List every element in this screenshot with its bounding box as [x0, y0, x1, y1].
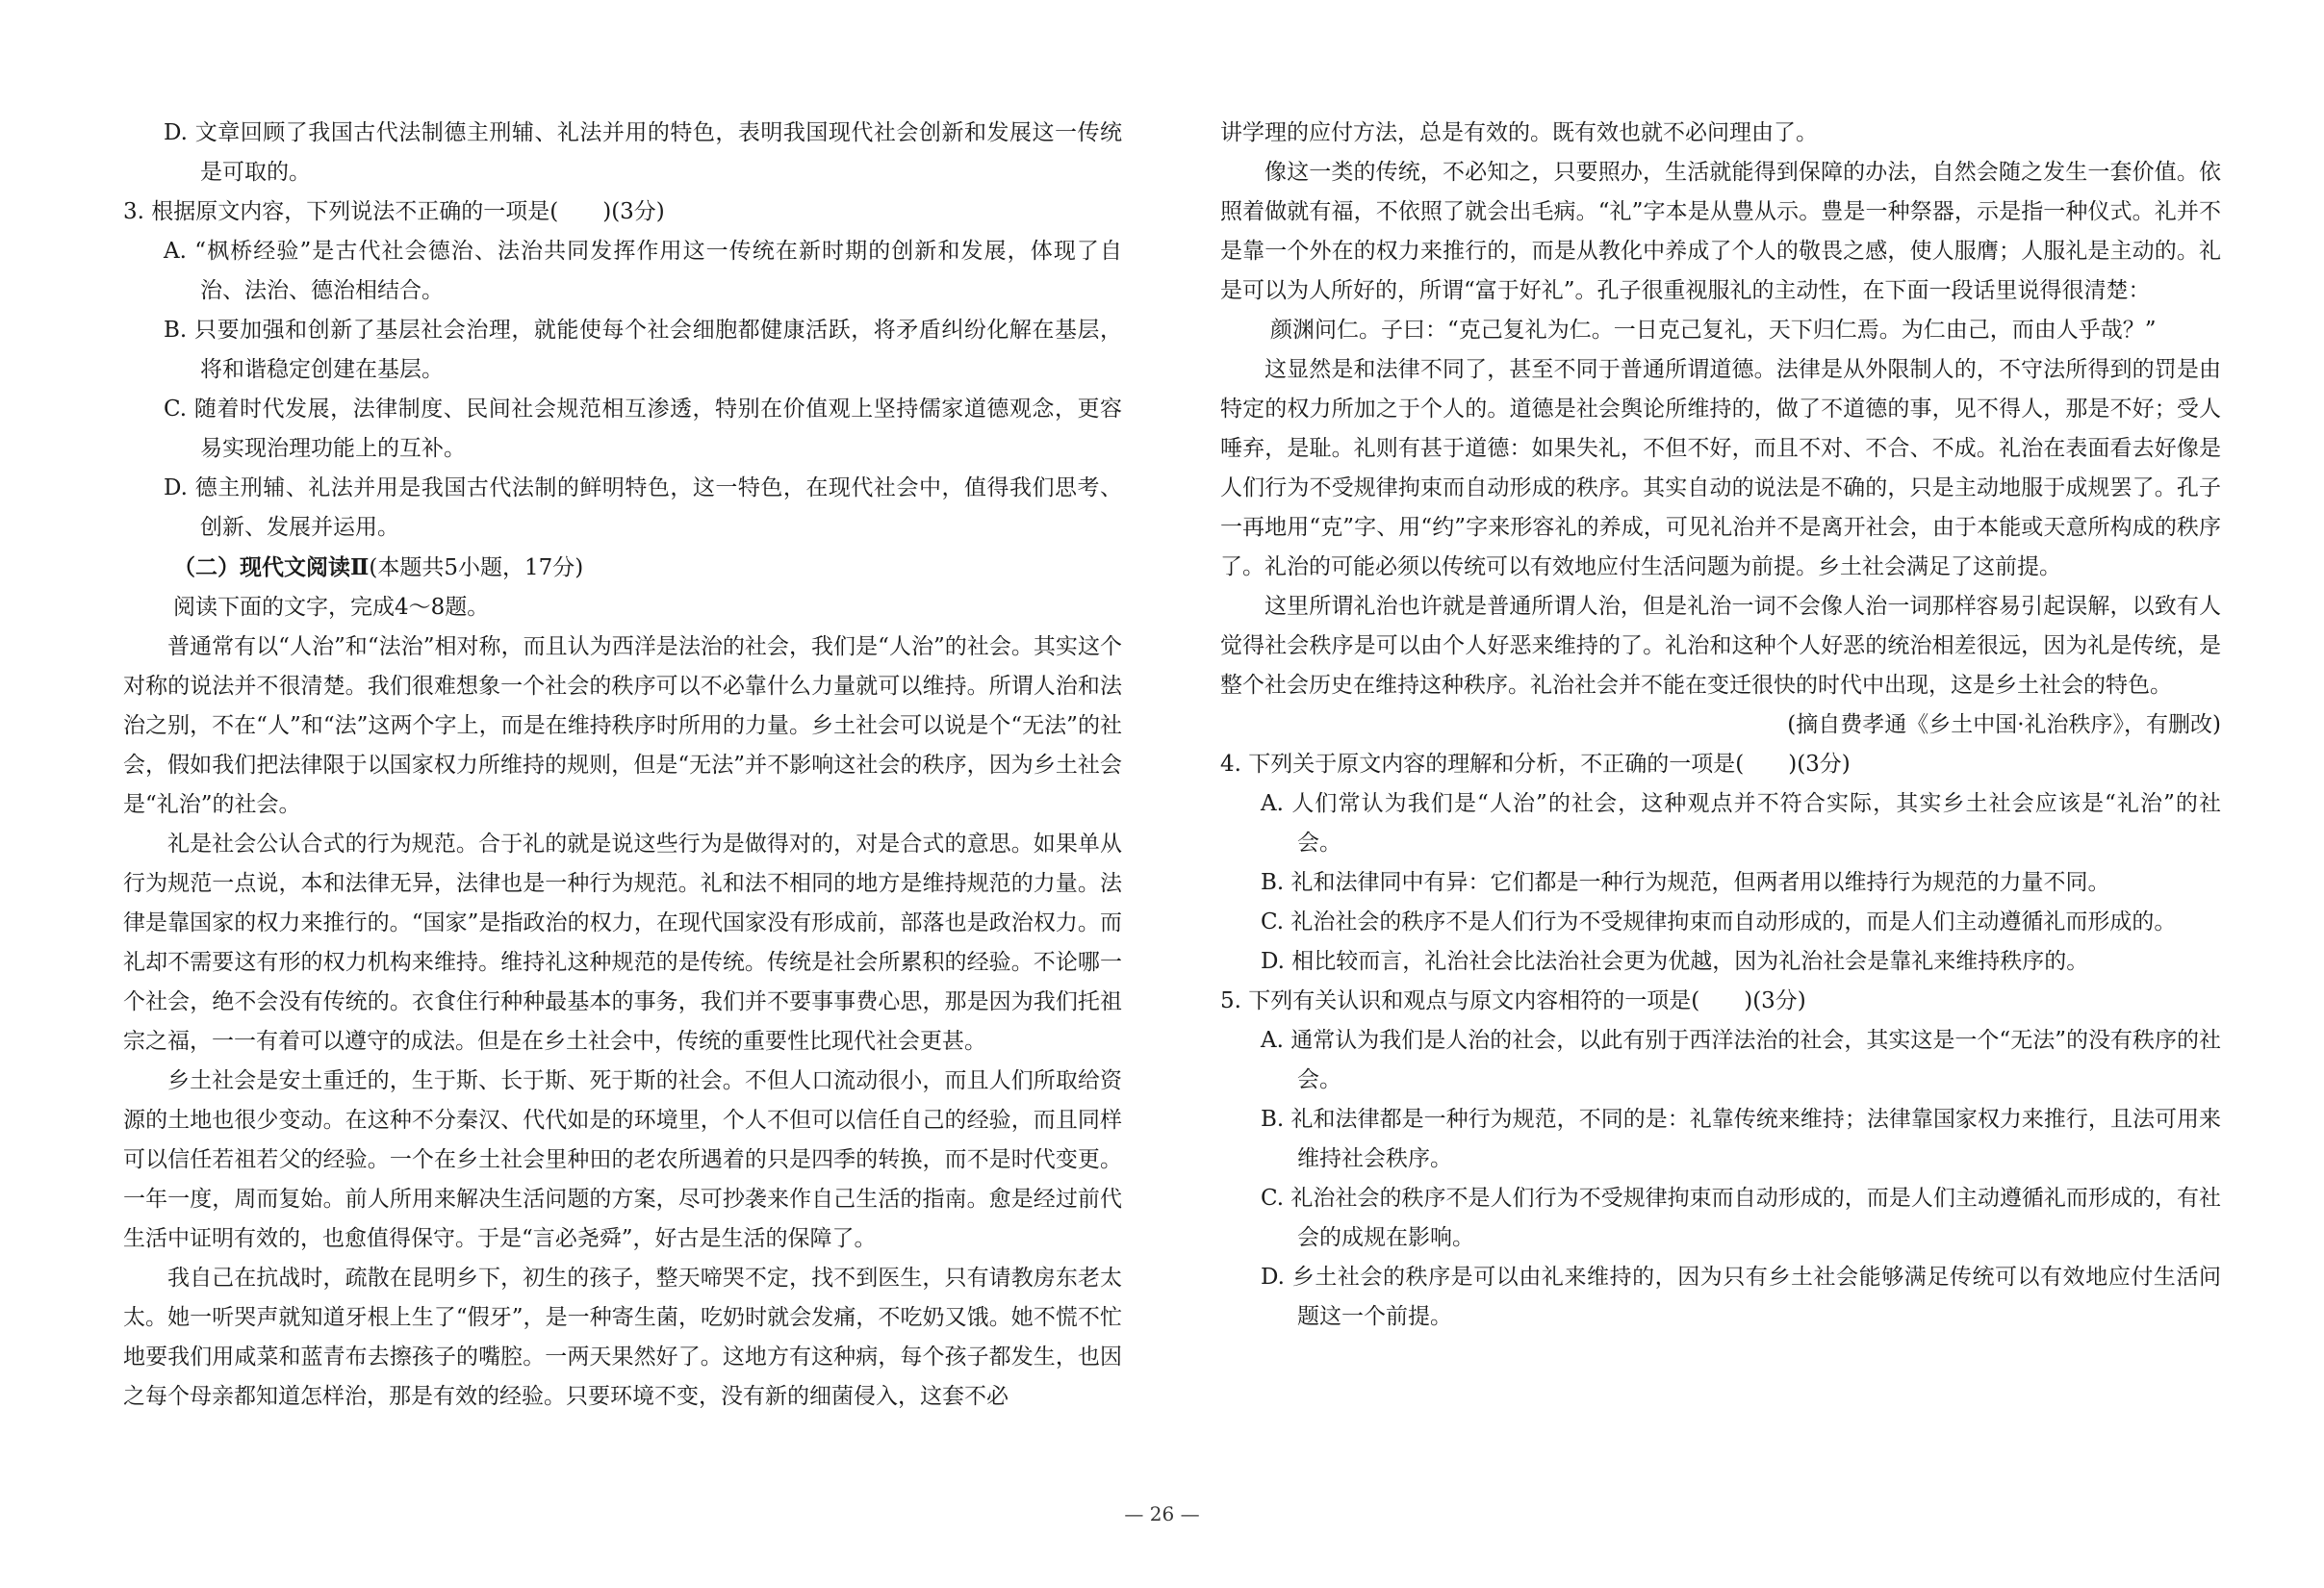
question-4-option-a: A. 人们常认为我们是“人治”的社会，这种观点并不符合实际，其实乡土社会应该是“礼治”的社会。	[1261, 791, 2221, 856]
passage-paragraph-5: 像这一类的传统，不必知之，只要照办，生活就能得到保障的办法，自然会随之发生一套价值。依照着做就有福，不依照了就会出毛病。“礼”字本是从豊从示。豊是一种祭器，示是指一种仪式。礼并不是靠一个外在的权力来推行的，而是从教化中养成了个人的敬畏之感，使人服膺；人服礼是主动的。礼是可以为人所好的，所谓“富于好礼”。孔子很重视服礼的主动性，在下面一段话里说得很清楚：	[1220, 160, 2221, 303]
confucius-quote: 颜渊问仁。子曰：“克己复礼为仁。一日克己复礼，天下归仁焉。为仁由己，而由人乎哉？”	[1270, 318, 2157, 343]
question-4: 4. 下列关于原文内容的理解和分析，不正确的一项是( )(3分)	[1220, 752, 1851, 777]
question-3-option-d: D. 德主刑辅、礼法并用是我国古代法制的鲜明特色，这一特色，在现代社会中，值得我们思考、创新、发展并运用。	[164, 475, 1122, 540]
option-d-previous: D. 文章回顾了我国古代法制德主刑辅、礼法并用的特色，表明我国现代社会创新和发展这一传统是可取的。	[164, 120, 1122, 185]
question-3-option-c: C. 随着时代发展，法律制度、民间社会规范相互渗透，特别在价值观上坚持儒家道德观念，更容易实现治理功能上的互补。	[164, 397, 1122, 461]
left-column	[123, 114, 1122, 1417]
question-5-option-c: C. 礼治社会的秩序不是人们行为不受规律拘束而自动形成的，而是人们主动遵循礼而形成的，有社会的成规在影响。	[1261, 1186, 2221, 1250]
section-title	[123, 548, 1122, 588]
question-5: 5. 下列有关认识和观点与原文内容相符的一项是( )(3分)	[1220, 988, 1806, 1013]
question-3-option-a: A. “枫桥经验”是古代社会德治、法治共同发挥作用这一传统在新时期的创新和发展，体现了自治、法治、德治相结合。	[164, 239, 1122, 303]
question-4-option-c: C. 礼治社会的秩序不是人们行为不受规律拘束而自动形成的，而是人们主动遵循礼而形成的。	[1261, 909, 2177, 935]
page-number: — 26 —	[1124, 1502, 1200, 1525]
passage-paragraph-7: 这里所谓礼治也许就是普通所谓人治，但是礼治一词不会像人治一词那样容易引起误解，以致有人觉得社会秩序是可以由个人好恶来维持的了。礼治和这种个人好恶的统治相差很远，因为礼是传统，是整个社会历史在维持这种秩序。礼治社会并不能在变迁很快的时代中出现，这是乡土社会的特色。	[1220, 594, 2221, 698]
source-citation: (摘自费孝通《乡土中国·礼治秩序》，有删改)	[1787, 712, 2221, 737]
passage-paragraph-3: 乡土社会是安土重迁的，生于斯、长于斯、死于斯的社会。不但人口流动很小，而且人们所取给资源的土地也很少变动。在这种不分秦汉、代代如是的环境里，个人不但可以信任自己的经验，而且同样可以信任若祖若父的经验。一个在乡土社会里种田的老农所遇着的只是四季的转换，而不是时代变更。一年一度，周而复始。前人所用来解决生活问题的方案，尽可抄袭来作自己生活的指南。愈是经过前代生活中证明有效的，也愈值得保守。于是“言必尧舜”，好古是生活的保障了。	[123, 1068, 1122, 1251]
passage-paragraph-1: 普通常有以“人治”和“法治”相对称，而且认为西洋是法治的社会，我们是“人治”的社会。其实这个对称的说法并不很清楚。我们很难想象一个社会的秩序可以不必靠什么力量就可以维持。所谓人治和法治之别，不在“人”和“法”这两个字上，而是在维持秩序时所用的力量。乡土社会可以说是个“无法”的社会，假如我们把法律限于以国家权力所维持的规则，但是“无法”并不影响这社会的秩序，因为乡土社会是“礼治”的社会。	[123, 634, 1122, 817]
question-5-option-a: A. 通常认为我们是人治的社会，以此有别于西洋法治的社会，其实这是一个“无法”的没有秩序的社会。	[1261, 1028, 2221, 1092]
question-5-option-d: D. 乡土社会的秩序是可以由礼来维持的，因为只有乡土社会能够满足传统可以有效地应付生活问题这一个前提。	[1261, 1265, 2221, 1329]
passage-continuation: 讲学理的应付方法，总是有效的。既有效也就不必问理由了。	[1220, 120, 1818, 145]
passage-paragraph-4: 我自己在抗战时，疏散在昆明乡下，初生的孩子，整天啼哭不定，找不到医生，只有请教房东老太太。她一听哭声就知道牙根上生了“假牙”，是一种寄生菌，吃奶时就会发痛，不吃奶又饿。她不慌不忙地要我们用咸菜和蓝青布去擦孩子的嘴腔。一两天果然好了。这地方有这种病，每个孩子都发生，也因之每个母亲都知道怎样治，那是有效的经验。只要环境不变，没有新的细菌侵入，这套不必	[123, 1266, 1122, 1409]
question-4-option-d: D. 相比较而言，礼治社会比法治社会更为优越，因为礼治社会是靠礼来维持秩序的。	[1261, 949, 2089, 974]
question-5-option-b: B. 礼和法律都是一种行为规范，不同的是：礼靠传统来维持；法律靠国家权力来推行，且法可用来维持社会秩序。	[1261, 1107, 2221, 1171]
question-4-option-b: B. 礼和法律同中有异：它们都是一种行为规范，但两者用以维持行为规范的力量不同。	[1261, 870, 2110, 895]
section-title-text: （二）现代文阅读Ⅱ	[173, 554, 370, 580]
question-3: 3. 根据原文内容，下列说法不正确的一项是( )(3分)	[123, 199, 665, 224]
passage-paragraph-2: 礼是社会公认合式的行为规范。合于礼的就是说这些行为是做得对的，对是合式的意思。如果单从行为规范一点说，本和法律无异，法律也是一种行为规范。礼和法不相同的地方是维持规范的力量。法律是靠国家的权力来推行的。“国家”是指政治的权力，在现代国家没有形成前，部落也是政治权力。而礼却不需要这有形的权力机构来维持。维持礼这种规范的是传统。传统是社会所累积的经验。不论哪一个社会，绝不会没有传统的。衣食住行种种最基本的事务，我们并不要事事费心思，那是因为我们托祖宗之福，一一有着可以遵守的成法。但是在乡土社会中，传统的重要性比现代社会更甚。	[123, 832, 1122, 1054]
question-3-option-b: B. 只要加强和创新了基层社会治理，就能使每个社会细胞都健康活跃，将矛盾纠纷化解在基层，将和谐稳定创建在基层。	[164, 318, 1122, 382]
reading-instruction: 阅读下面的文字，完成4～8题。	[173, 595, 490, 620]
section-title-note: (本题共5小题，17分)	[369, 555, 584, 580]
passage-paragraph-6: 这显然是和法律不同了，甚至不同于普通所谓道德。法律是从外限制人的，不守法所得到的罚是由特定的权力所加之于个人的。道德是社会舆论所维持的，做了不道德的事，见不得人，那是不好；受人唾弃，是耻。礼则有甚于道德：如果失礼，不但不好，而且不对、不合、不成。礼治在表面看去好像是人们行为不受规律拘束而自动形成的秩序。其实自动的说法是不确的，只是主动地服于成规罢了。孔子一再地用“克”字、用“约”字来形容礼的养成，可见礼治并不是离开社会，由于本能或天意所构成的秩序了。礼治的可能必须以传统可以有效地应付生活问题为前提。乡土社会满足了这前提。	[1220, 357, 2221, 579]
right-column	[1220, 114, 2221, 1337]
